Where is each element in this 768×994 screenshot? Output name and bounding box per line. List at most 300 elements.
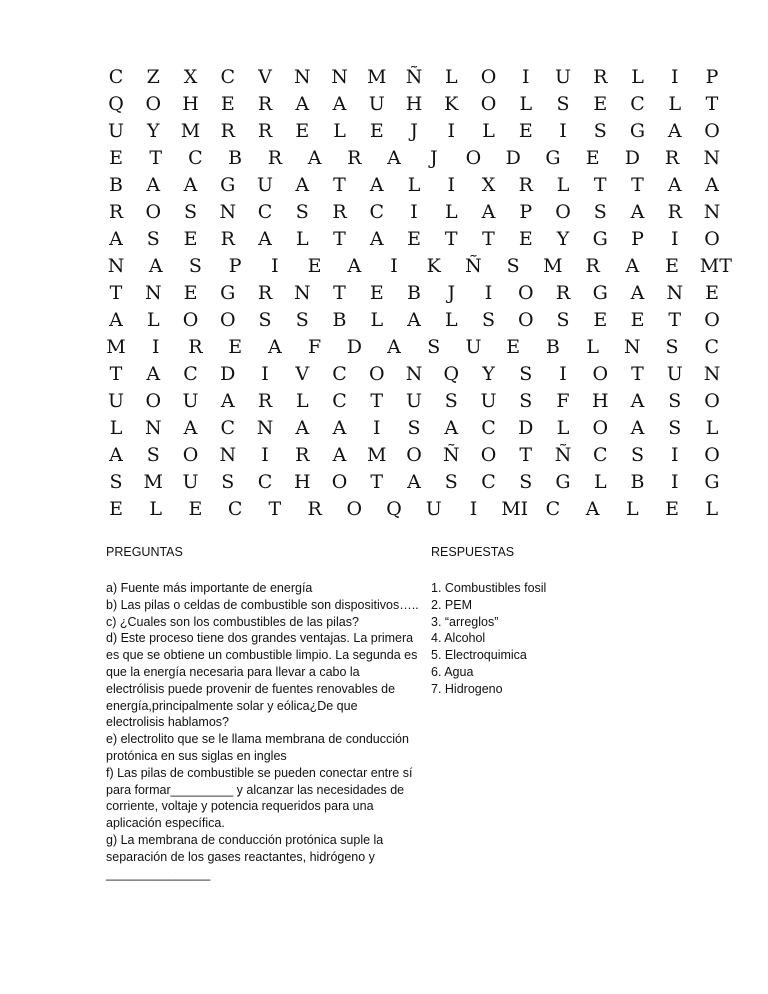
grid-letter: E — [518, 228, 533, 250]
grid-letter: N — [293, 282, 311, 304]
grid-letter: P — [631, 228, 644, 250]
grid-letter: MI — [501, 498, 529, 520]
grid-row — [104, 145, 724, 172]
grid-letter: N — [703, 147, 721, 169]
grid-letter: U — [182, 471, 199, 493]
grid-letter: S — [630, 444, 645, 466]
grid-letter: R — [593, 66, 608, 88]
grid-letter: Ñ — [554, 444, 572, 466]
grid-letter: Z — [146, 66, 160, 88]
grid-letter: A — [630, 201, 645, 223]
question-line: b) Las pilas o celdas de combustible son dispositivos….. — [106, 597, 419, 612]
grid-letter: E — [506, 336, 521, 358]
grid-letter: U — [368, 93, 385, 115]
grid-letter: R — [667, 201, 682, 223]
grid-letter: S — [668, 390, 682, 412]
grid-letter: G — [704, 471, 720, 493]
preguntas-heading: PREGUNTAS — [106, 545, 183, 559]
grid-letter: O — [465, 147, 482, 169]
grid-letter: L — [295, 390, 309, 412]
answer-line: 1. Combustibles fosil — [431, 581, 547, 595]
grid-letter: I — [390, 255, 398, 277]
grid-letter: S — [146, 228, 160, 250]
grid-letter: A — [630, 282, 645, 304]
grid-letter: E — [407, 228, 421, 250]
grid-letter: A — [307, 147, 322, 169]
grid-letter: T — [631, 363, 644, 385]
grid-letter: H — [293, 471, 311, 493]
grid-letter: I — [261, 363, 269, 385]
grid-letter: S — [183, 201, 198, 223]
grid-letter: Ñ — [465, 255, 482, 277]
grid-letter: MT — [699, 255, 732, 277]
grid-letter: T — [333, 228, 346, 250]
grid-letter: E — [593, 309, 608, 331]
grid-letter: R — [295, 444, 310, 466]
grid-letter: S — [444, 390, 458, 412]
grid-letter: P — [705, 66, 719, 88]
grid-letter: R — [108, 201, 124, 223]
grid-letter: J — [410, 120, 418, 142]
grid-letter: L — [626, 498, 639, 520]
grid-letter: A — [585, 498, 600, 520]
grid-letter: L — [705, 498, 719, 520]
grid-letter: M — [180, 120, 201, 142]
grid-letter: C — [183, 363, 198, 385]
question-line: electrólisis puede provenir de fuentes renovables de — [106, 681, 396, 696]
grid-letter: S — [519, 390, 533, 412]
grid-letter: A — [295, 174, 310, 196]
grid-letter: L — [444, 201, 458, 223]
grid-letter: D — [505, 147, 521, 169]
grid-letter: A — [332, 417, 347, 439]
question-line: corriente, voltaje y potencia requeridos para una — [106, 799, 374, 814]
question-line: electrolisis hablamos? — [106, 715, 229, 730]
grid-letter: A — [332, 444, 347, 466]
grid-letter: L — [149, 498, 163, 520]
grid-letter: A — [268, 336, 282, 358]
grid-letter: S — [407, 417, 421, 439]
grid-letter: A — [667, 120, 682, 142]
grid-letter: I — [151, 336, 160, 358]
grid-letter: Y — [482, 363, 495, 385]
grid-letter: X — [481, 174, 496, 196]
grid-letter: R — [585, 255, 600, 277]
respuestas-heading: RESPUESTAS — [431, 545, 515, 559]
grid-letter: E — [369, 282, 384, 304]
grid-letter: E — [518, 120, 533, 142]
answer-line: 3. “arreglos” — [431, 614, 499, 629]
grid-letter: U — [107, 390, 124, 412]
grid-letter: E — [307, 255, 322, 277]
grid-letter: O — [145, 390, 162, 412]
grid-letter: C — [332, 363, 347, 385]
grid-letter: U — [107, 120, 124, 142]
grid-letter: I — [559, 363, 567, 385]
grid-letter: N — [666, 282, 684, 304]
grid-letter: A — [667, 174, 682, 196]
grid-letter: M — [143, 471, 163, 493]
questions-list — [106, 580, 424, 882]
grid-letter: N — [405, 363, 423, 385]
grid-letter: E — [220, 93, 235, 115]
grid-letter: O — [704, 390, 720, 412]
grid-letter: B — [228, 147, 243, 169]
grid-letter: T — [268, 498, 282, 520]
grid-letter: O — [182, 309, 199, 331]
grid-letter: C — [188, 147, 203, 169]
grid-letter: C — [545, 498, 561, 520]
grid-letter: E — [188, 498, 203, 520]
grid-letter: F — [308, 336, 322, 358]
grid-letter: A — [481, 201, 496, 223]
grid-letter: I — [670, 66, 679, 88]
grid-letter: D — [518, 417, 534, 439]
grid-letter: C — [257, 471, 273, 493]
grid-letter: I — [521, 66, 530, 88]
grid-letter: N — [293, 66, 311, 88]
grid-letter: L — [556, 417, 570, 439]
question-line: c) ¿Cuales son los combustibles de las pilas? — [106, 614, 359, 629]
grid-letter: T — [444, 228, 458, 250]
grid-letter: U — [666, 363, 683, 385]
grid-letter: E — [228, 336, 243, 358]
grid-letter: L — [146, 309, 160, 331]
grid-letter: V — [258, 66, 272, 88]
grid-letter: L — [370, 309, 384, 331]
grid-letter: A — [295, 417, 310, 439]
grid-row — [104, 469, 724, 496]
grid-letter: N — [331, 66, 348, 88]
grid-row — [104, 172, 724, 199]
grid-letter: A — [407, 471, 421, 493]
answer-line: 6. Agua — [431, 664, 474, 679]
grid-letter: D — [346, 336, 362, 358]
grid-letter: O — [331, 471, 348, 493]
grid-letter: B — [545, 336, 560, 358]
grid-letter: C — [704, 336, 720, 358]
grid-letter: N — [144, 417, 162, 439]
grid-letter: R — [267, 147, 283, 169]
grid-letter: N — [703, 201, 721, 223]
grid-letter: M — [367, 444, 387, 466]
grid-letter: I — [670, 444, 679, 466]
grid-letter: Q — [443, 363, 460, 385]
grid-letter: C — [220, 417, 236, 439]
grid-letter: T — [333, 174, 346, 196]
grid-letter: E — [593, 93, 608, 115]
question-line: aplicación específica. — [106, 816, 225, 831]
grid-letter: L — [482, 120, 495, 142]
grid-letter: L — [109, 417, 123, 439]
grid-letter: I — [469, 498, 478, 520]
grid-letter: A — [407, 309, 421, 331]
grid-letter: N — [219, 444, 237, 466]
grid-row — [104, 415, 724, 442]
grid-letter: S — [258, 309, 272, 331]
grid-letter: E — [665, 498, 679, 520]
grid-letter: S — [593, 201, 607, 223]
grid-letter: D — [220, 363, 236, 385]
grid-letter: R — [664, 147, 680, 169]
grid-letter: G — [555, 471, 571, 493]
grid-letter: U — [182, 390, 199, 412]
grid-letter: T — [370, 471, 384, 493]
grid-letter: P — [228, 255, 242, 277]
grid-letter: A — [258, 228, 272, 250]
grid-letter: L — [668, 93, 682, 115]
grid-letter: E — [183, 228, 198, 250]
grid-letter: B — [332, 309, 347, 331]
grid-letter: A — [369, 228, 384, 250]
grid-letter: S — [481, 309, 496, 331]
grid-letter: T — [109, 363, 123, 385]
grid-row — [104, 307, 724, 334]
grid-letter: U — [405, 390, 422, 412]
grid-letter: C — [369, 201, 385, 223]
question-line: protónica en sus siglas en ingles — [106, 748, 287, 763]
grid-letter: A — [109, 228, 123, 250]
grid-letter: E — [630, 309, 645, 331]
grid-letter: X — [183, 66, 198, 88]
grid-letter: A — [625, 255, 640, 277]
question-line: energía,principalmente solar y eólica¿De que — [106, 698, 358, 713]
grid-letter: A — [347, 255, 362, 277]
grid-letter: Ñ — [405, 66, 423, 88]
grid-letter: S — [427, 336, 441, 358]
grid-letter: L — [444, 309, 458, 331]
grid-letter: N — [624, 336, 641, 358]
grid-letter: S — [556, 93, 570, 115]
grid-letter: N — [256, 417, 274, 439]
grid-letter: R — [347, 147, 362, 169]
grid-letter: D — [624, 147, 640, 169]
grid-letter: S — [519, 471, 533, 493]
grid-letter: A — [146, 363, 161, 385]
grid-letter: Q — [386, 498, 402, 520]
grid-letter: P — [519, 201, 533, 223]
grid-letter: K — [444, 93, 459, 115]
grid-letter: A — [369, 174, 384, 196]
grid-letter: H — [182, 93, 199, 115]
grid-letter: S — [519, 363, 533, 385]
grid-letter: G — [629, 120, 646, 142]
grid-letter: T — [519, 444, 533, 466]
grid-letter: G — [545, 147, 561, 169]
grid-letter: R — [555, 282, 571, 304]
grid-letter: O — [480, 66, 497, 88]
grid-letter: O — [406, 444, 422, 466]
grid-letter: E — [295, 120, 310, 142]
grid-letter: T — [593, 174, 607, 196]
question-line: d) Este proceso tiene dos grandes ventajas. La primera — [106, 631, 414, 646]
grid-letter: L — [556, 174, 570, 196]
grid-letter: G — [592, 228, 608, 250]
grid-letter: A — [387, 147, 401, 169]
grid-letter: S — [221, 471, 235, 493]
answer-line: 5. Electroquimica — [431, 648, 527, 663]
grid-letter: T — [705, 93, 719, 115]
grid-letter: L — [444, 66, 458, 88]
grid-letter: I — [447, 174, 455, 196]
grid-letter: O — [346, 498, 363, 520]
grid-letter: J — [429, 147, 438, 169]
grid-letter: O — [219, 309, 236, 331]
grid-letter: C — [332, 390, 347, 412]
grid-letter: T — [149, 147, 163, 169]
grid-letter: A — [295, 93, 310, 115]
question-line: _______________ — [106, 866, 211, 881]
grid-letter: R — [220, 120, 235, 142]
grid-letter: S — [444, 471, 458, 493]
grid-letter: O — [145, 93, 162, 115]
grid-letter: S — [295, 309, 309, 331]
grid-letter: C — [481, 471, 496, 493]
grid-letter: N — [219, 201, 237, 223]
grid-letter: I — [261, 444, 269, 466]
grid-letter: A — [444, 417, 459, 439]
grid-row — [104, 118, 724, 145]
grid-letter: O — [704, 309, 720, 331]
answer-line: 4. Alcohol — [431, 631, 486, 646]
grid-letter: O — [517, 309, 534, 331]
grid-letter: S — [188, 255, 202, 277]
grid-letter: R — [518, 174, 533, 196]
question-line: e) electrolito que se le llama membrana de conducción — [106, 732, 409, 747]
grid-row — [104, 91, 724, 118]
grid-letter: I — [559, 120, 567, 142]
grid-letter: I — [447, 120, 455, 142]
grid-letter: O — [704, 444, 720, 466]
grid-letter: H — [591, 390, 609, 412]
grid-letter: M — [543, 255, 563, 277]
grid-letter: N — [107, 255, 125, 277]
grid-row — [104, 280, 724, 307]
grid-letter: R — [307, 498, 322, 520]
grid-row — [104, 64, 724, 91]
grid-letter: R — [257, 390, 273, 412]
grid-row — [104, 442, 724, 469]
grid-letter: C — [630, 93, 645, 115]
word-search-grid — [104, 64, 732, 523]
question-line: que la energía necesaria para llevar a cabo la — [106, 664, 360, 679]
grid-letter: E — [369, 120, 384, 142]
grid-row — [104, 253, 732, 280]
grid-letter: I — [670, 228, 679, 250]
grid-letter: S — [665, 336, 679, 358]
grid-letter: Y — [146, 120, 160, 142]
grid-letter: E — [705, 282, 719, 304]
grid-letter: B — [109, 174, 123, 196]
grid-letter: O — [592, 363, 609, 385]
grid-letter: E — [585, 147, 600, 169]
grid-letter: O — [555, 201, 571, 223]
grid-letter: G — [220, 282, 236, 304]
grid-row — [104, 496, 724, 523]
grid-letter: I — [670, 471, 679, 493]
grid-letter: O — [368, 363, 385, 385]
grid-row — [104, 226, 724, 253]
grid-letter: T — [333, 282, 346, 304]
grid-letter: O — [480, 93, 497, 115]
grid-letter: M — [106, 336, 126, 358]
grid-letter: S — [295, 201, 309, 223]
grid-letter: I — [410, 201, 418, 223]
grid-letter: A — [220, 390, 235, 412]
grid-letter: E — [183, 282, 198, 304]
grid-letter: C — [481, 417, 496, 439]
grid-letter: C — [220, 66, 236, 88]
grid-letter: A — [630, 390, 645, 412]
answer-line: 2. PEM — [431, 597, 472, 612]
grid-letter: A — [146, 174, 161, 196]
grid-letter: Y — [556, 228, 570, 250]
grid-row — [104, 388, 724, 415]
grid-letter: Ñ — [442, 444, 460, 466]
grid-letter: A — [387, 336, 401, 358]
grid-letter: L — [586, 336, 599, 358]
question-line: g) La membrana de conducción protónica suple la — [106, 832, 384, 847]
grid-letter: C — [257, 201, 273, 223]
grid-letter: U — [256, 174, 273, 196]
grid-letter: V — [295, 363, 310, 385]
grid-letter: A — [183, 174, 198, 196]
grid-letter: G — [592, 282, 608, 304]
grid-letter: L — [519, 93, 533, 115]
grid-letter: R — [332, 201, 347, 223]
grid-letter: R — [220, 228, 235, 250]
question-line: a) Fuente más importante de energía — [106, 581, 313, 595]
grid-letter: U — [480, 390, 497, 412]
grid-letter: R — [257, 93, 273, 115]
grid-letter: S — [109, 471, 123, 493]
grid-letter: L — [295, 228, 309, 250]
question-line: f) Las pilas de combustible se pueden conectar entre sí — [106, 765, 413, 780]
grid-letter: O — [182, 444, 199, 466]
grid-letter: K — [426, 255, 441, 277]
grid-letter: T — [482, 228, 495, 250]
grid-letter: L — [593, 471, 607, 493]
grid-letter: T — [668, 309, 682, 331]
grid-letter: O — [145, 201, 162, 223]
grid-row — [104, 361, 724, 388]
grid-letter: E — [109, 147, 123, 169]
grid-letter: B — [630, 471, 645, 493]
grid-letter: N — [144, 282, 162, 304]
grid-letter: L — [333, 120, 346, 142]
grid-letter: L — [407, 174, 421, 196]
grid-letter: A — [332, 93, 347, 115]
grid-letter: B — [407, 282, 421, 304]
grid-row — [104, 199, 724, 226]
grid-letter: S — [146, 444, 160, 466]
grid-letter: S — [506, 255, 520, 277]
grid-letter: A — [705, 174, 719, 196]
grid-letter: I — [484, 282, 493, 304]
grid-letter: U — [465, 336, 482, 358]
grid-letter: J — [447, 282, 456, 304]
grid-letter: I — [372, 417, 381, 439]
grid-letter: R — [257, 120, 273, 142]
grid-letter: N — [703, 363, 721, 385]
grid-letter: F — [556, 390, 570, 412]
grid-letter: A — [148, 255, 163, 277]
grid-letter: L — [631, 66, 644, 88]
grid-letter: T — [109, 282, 123, 304]
grid-row — [104, 334, 724, 361]
grid-letter: U — [554, 66, 571, 88]
grid-letter: O — [480, 444, 497, 466]
